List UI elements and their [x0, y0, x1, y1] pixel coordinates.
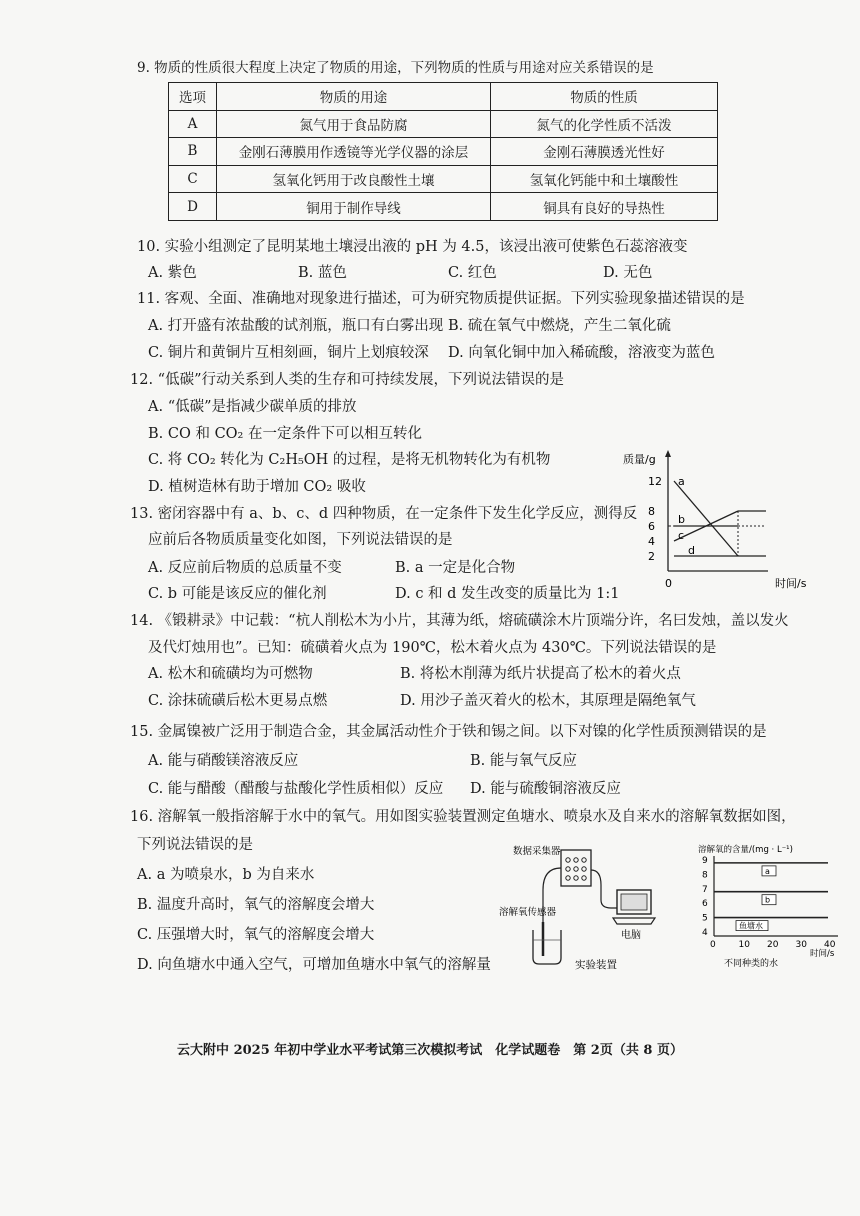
- apparatus-caption: 实验装置: [575, 959, 617, 971]
- q16-stem-line2: 下列说法错误的是: [137, 837, 253, 853]
- q14-option-d: D. 用沙子盖灭着火的松木，其原理是隔绝氧气: [400, 693, 696, 709]
- y-axis-label: 质量/g: [623, 453, 656, 466]
- x-tick-label: 0: [710, 940, 716, 950]
- q14-option-a: A. 松木和硫磺均为可燃物: [148, 666, 313, 682]
- table-cell: C: [169, 165, 217, 193]
- computer-label: 电脑: [621, 930, 641, 941]
- q15-option-c: C. 能与醋酸（醋酸与盐酸化学性质相似）反应: [148, 781, 444, 797]
- table-cell: B: [169, 138, 217, 166]
- sensor-label: 溶解氧传感器: [499, 907, 557, 918]
- table-cell: 氮气的化学性质不活泼: [491, 110, 718, 138]
- y-tick-label: 4: [648, 535, 655, 548]
- q12-option-b: B. CO 和 CO₂ 在一定条件下可以相互转化: [148, 426, 422, 442]
- header-cell: 物质的用途: [217, 83, 491, 111]
- q11-option-a: A. 打开盛有浓盐酸的试剂瓶，瓶口有白雾出现: [148, 318, 444, 334]
- q12-stem: 12. “低碳”行动关系到人类的生存和可持续发展，下列说法错误的是: [130, 372, 564, 388]
- series-label-c: c: [678, 529, 685, 542]
- header-cell: 物质的性质: [491, 83, 718, 111]
- table-header-row: [169, 83, 718, 111]
- q13-option-d: D. c 和 d 发生改变的质量比为 1:1: [395, 586, 620, 602]
- x-tick-label: 40: [824, 940, 836, 950]
- table-cell: 氮气用于食品防腐: [217, 110, 491, 138]
- q11-option-b: B. 硫在氧气中燃烧，产生二氧化硫: [448, 318, 671, 334]
- q9-stem: 9. 物质的性质很大程度上决定了物质的用途，下列物质的性质与用途对应关系错误的是: [137, 60, 654, 76]
- y-tick-label: 6: [648, 520, 655, 533]
- q15-option-b: B. 能与氧气反应: [470, 753, 577, 769]
- series-label-d: d: [688, 544, 695, 557]
- x-axis-label: 时间/s: [775, 577, 807, 590]
- table-row: [169, 193, 718, 221]
- q16-option-b: B. 温度升高时，氧气的溶解度会增大: [137, 897, 375, 913]
- q16-option-d: D. 向鱼塘水中通入空气，可增加鱼塘水中氧气的溶解量: [137, 957, 491, 973]
- experiment-apparatus: [495, 840, 685, 980]
- y-tick-label: 6: [702, 899, 708, 910]
- q13-stem-line2: 应前后各物质质量变化如图，下列说法错误的是: [148, 532, 453, 548]
- q9-table: [168, 82, 718, 221]
- dissolved-oxygen-chart: [692, 838, 852, 978]
- y-tick-label: 8: [702, 870, 708, 881]
- y-tick-label: 9: [702, 856, 708, 866]
- series-label-b: b: [678, 513, 685, 526]
- table-cell: 氢氧化钙用于改良酸性土壤: [217, 165, 491, 193]
- q13-option-b: B. a 一定是化合物: [395, 560, 516, 576]
- q10-option-a: A. 紫色: [148, 265, 197, 281]
- series-lines: [714, 863, 828, 931]
- series-label: 鱼塘水: [739, 921, 763, 931]
- q14-option-c: C. 涂抹硫磺后松木更易点燃: [148, 693, 328, 709]
- table-cell: D: [169, 193, 217, 221]
- x-tick-label: 10: [738, 940, 750, 950]
- q16-option-c: C. 压强增大时，氧气的溶解度会增大: [137, 927, 375, 943]
- collector-label: 数据采集器: [513, 846, 561, 857]
- y-tick-label: 4: [702, 928, 708, 938]
- q11-stem: 11. 客观、全面、准确地对现象进行描述，可为研究物质提供证据。下列实验现象描述错误的是: [137, 291, 745, 307]
- y-tick-label: 7: [702, 884, 708, 895]
- q13-stem-line1: 13. 密闭容器中有 a、b、c、d 四种物质，在一定条件下发生化学反应，测得反: [130, 506, 638, 522]
- x-tick-label: 30: [795, 940, 807, 950]
- q14-option-b: B. 将松木削薄为纸片状提高了松木的着火点: [400, 666, 681, 682]
- series-label: b: [765, 895, 771, 905]
- page-footer: 云大附中 2025 年初中学业水平考试第三次模拟考试 化学试题卷 第 2页（共 8 页）: [177, 1043, 683, 1058]
- x-tick-label: 20: [767, 940, 779, 950]
- q11-option-d: D. 向氧化铜中加入稀硫酸，溶液变为蓝色: [448, 345, 715, 361]
- q10-option-b: B. 蓝色: [298, 265, 347, 281]
- table-cell: 氢氧化钙能中和土壤酸性: [491, 165, 718, 193]
- series-label: a: [765, 866, 770, 876]
- q13-option-c: C. b 可能是该反应的催化剂: [148, 586, 327, 602]
- q15-stem: 15. 金属镍被广泛用于制造合金，其金属活动性介于铁和锡之间。以下对镍的化学性质预测错误的是: [130, 724, 767, 740]
- beaker-icon: [533, 930, 561, 964]
- table-cell: 金刚石薄膜透光性好: [491, 138, 718, 166]
- q12-option-d: D. 植树造林有助于增加 CO₂ 吸收: [148, 479, 366, 495]
- table-row: [169, 110, 718, 138]
- origin-label: 0: [665, 577, 672, 590]
- table-cell: 铜用于制作导线: [217, 193, 491, 221]
- y-tick-label: 2: [648, 550, 655, 563]
- table-cell: A: [169, 110, 217, 138]
- q12-option-c: C. 将 CO₂ 转化为 C₂H₅OH 的过程，是将无机物转化为有机物: [148, 452, 551, 468]
- header-cell: 选项: [169, 83, 217, 111]
- table-row: [169, 165, 718, 193]
- y-tick-label: 5: [702, 913, 708, 924]
- q16-stem: 16. 溶解氧一般指溶解于水中的氧气。用如图实验装置测定鱼塘水、喷泉水及自来水的溶解氧数据如图，: [130, 809, 796, 825]
- x-axis-label: 时间/s: [810, 949, 835, 959]
- y-axis-arrow-icon: [665, 450, 671, 457]
- q10-option-c: C. 红色: [448, 265, 497, 281]
- q16-option-a: A. a 为喷泉水，b 为自来水: [137, 867, 315, 883]
- y-tick-label: 12: [648, 475, 662, 488]
- q10-stem: 10. 实验小组测定了昆明某地土壤浸出液的 pH 为 4.5，该浸出液可使紫色石蕊溶液变: [137, 239, 688, 255]
- q12-option-a: A. “低碳”是指减少碳单质的排放: [148, 399, 357, 415]
- q15-option-a: A. 能与硝酸镁溶液反应: [148, 753, 299, 769]
- table-cell: 金刚石薄膜用作透镜等光学仪器的涂层: [217, 138, 491, 166]
- q11-option-c: C. 铜片和黄铜片互相刻画，铜片上划痕较深: [148, 345, 429, 361]
- y-tick-labels: [648, 475, 662, 563]
- mass-time-chart: [618, 446, 808, 606]
- q13-option-a: A. 反应前后物质的总质量不变: [148, 560, 342, 576]
- series-label-a: a: [678, 475, 685, 488]
- table-row: [169, 138, 718, 166]
- q15-option-d: D. 能与硫酸铜溶液反应: [470, 781, 621, 797]
- series-labels: [678, 475, 695, 557]
- q14-stem-line2: 及代灯烛用也”。已知：硫磺着火点为 190℃，松木着火点为 430℃。下列说法错误的是: [148, 640, 717, 656]
- y-tick-label: 8: [648, 505, 655, 518]
- y-axis-label: 溶解氧的含量/(mg · L⁻¹): [698, 845, 793, 855]
- q10-option-d: D. 无色: [603, 265, 653, 281]
- q14-stem-line1: 14. 《锻耕录》中记载：“杭人削松木为小片，其薄为纸，熔硫磺涂木片顶端分许，名曰发烛，盖以发火: [130, 613, 789, 629]
- table-cell: 铜具有良好的导热性: [491, 193, 718, 221]
- chart-caption: 不同种类的水: [724, 959, 779, 969]
